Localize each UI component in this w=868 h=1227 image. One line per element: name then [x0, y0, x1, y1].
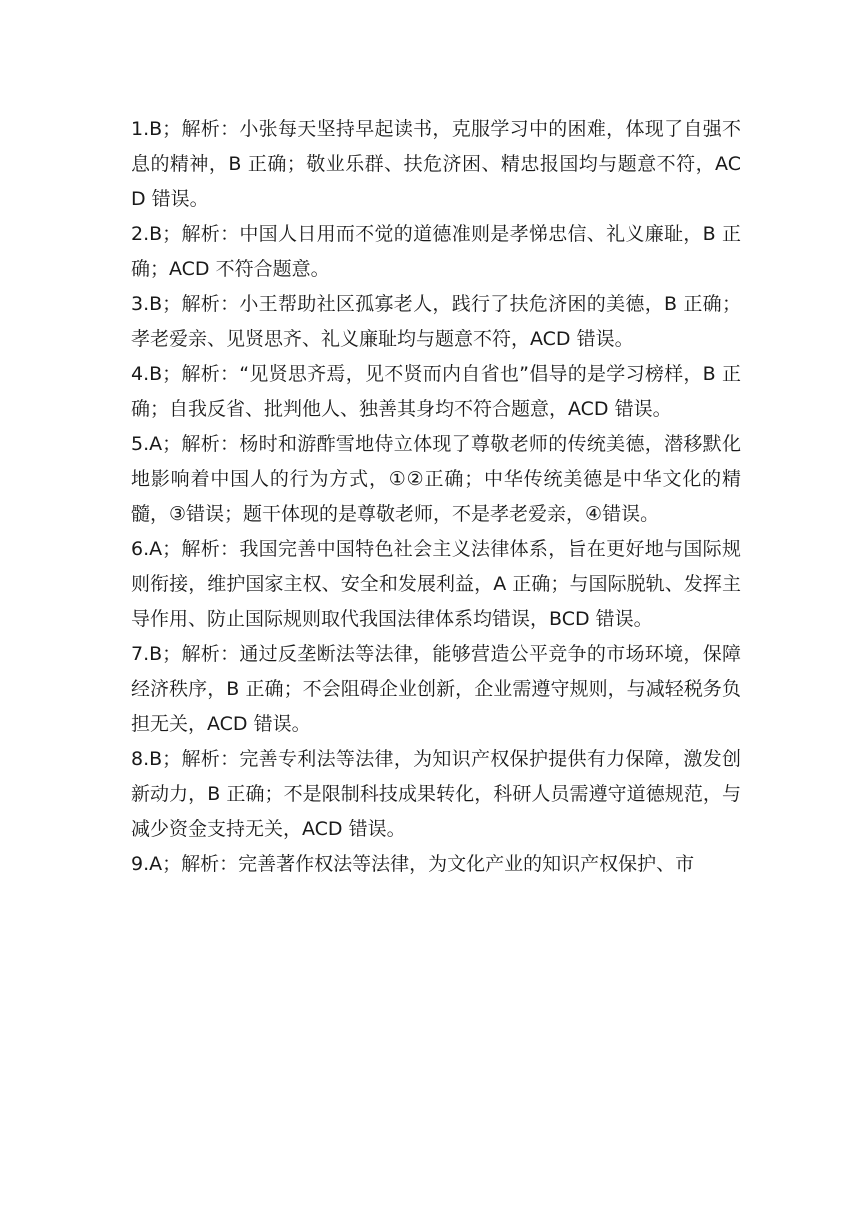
answer-2: 2.B；解析：中国人日用而不觉的道德准则是孝悌忠信、礼义廉耻，B 正确；ACD 不符合题意。: [131, 223, 741, 280]
answer-explanations: [131, 112, 741, 882]
answer-1: 1.B；解析：小张每天坚持早起读书，克服学习中的困难，体现了自强不息的精神，B 正确；敬业乐群、扶危济困、精忠报国均与题意不符，ACD 错误。: [131, 118, 741, 210]
answer-5: 5.A；解析：杨时和游酢雪地侍立体现了尊敬老师的传统美德，潜移默化地影响着中国人的行为方式，①②正确；中华传统美德是中华文化的精髓，③错误；题干体现的是尊敬老师，不是孝老爱亲，④错误。: [131, 433, 741, 525]
answer-6: 6.A；解析：我国完善中国特色社会主义法律体系，旨在更好地与国际规则衔接，维护国家主权、安全和发展利益，A 正确；与国际脱轨、发挥主导作用、防止国际规则取代我国法律体系均错误，BCD 错误。: [131, 538, 741, 630]
answer-8: 8.B；解析：完善专利法等法律，为知识产权保护提供有力保障，激发创新动力，B 正确；不是限制科技成果转化，科研人员需遵守道德规范，与减少资金支持无关，ACD 错误。: [131, 748, 741, 840]
answer-4: 4.B；解析：“见贤思齐焉，见不贤而内自省也”倡导的是学习榜样，B 正确；自我反省、批判他人、独善其身均不符合题意，ACD 错误。: [131, 363, 741, 420]
answer-3: 3.B；解析：小王帮助社区孤寡老人，践行了扶危济困的美德，B 正确；孝老爱亲、见贤思齐、礼义廉耻均与题意不符，ACD 错误。: [131, 293, 741, 350]
answer-9: 9.A；解析：完善著作权法等法律，为文化产业的知识产权保护、市: [131, 853, 695, 875]
answer-7: 7.B；解析：通过反垄断法等法律，能够营造公平竞争的市场环境，保障经济秩序，B 正确；不会阻碍企业创新，企业需遵守规则，与减轻税务负担无关，ACD 错误。: [131, 643, 741, 735]
